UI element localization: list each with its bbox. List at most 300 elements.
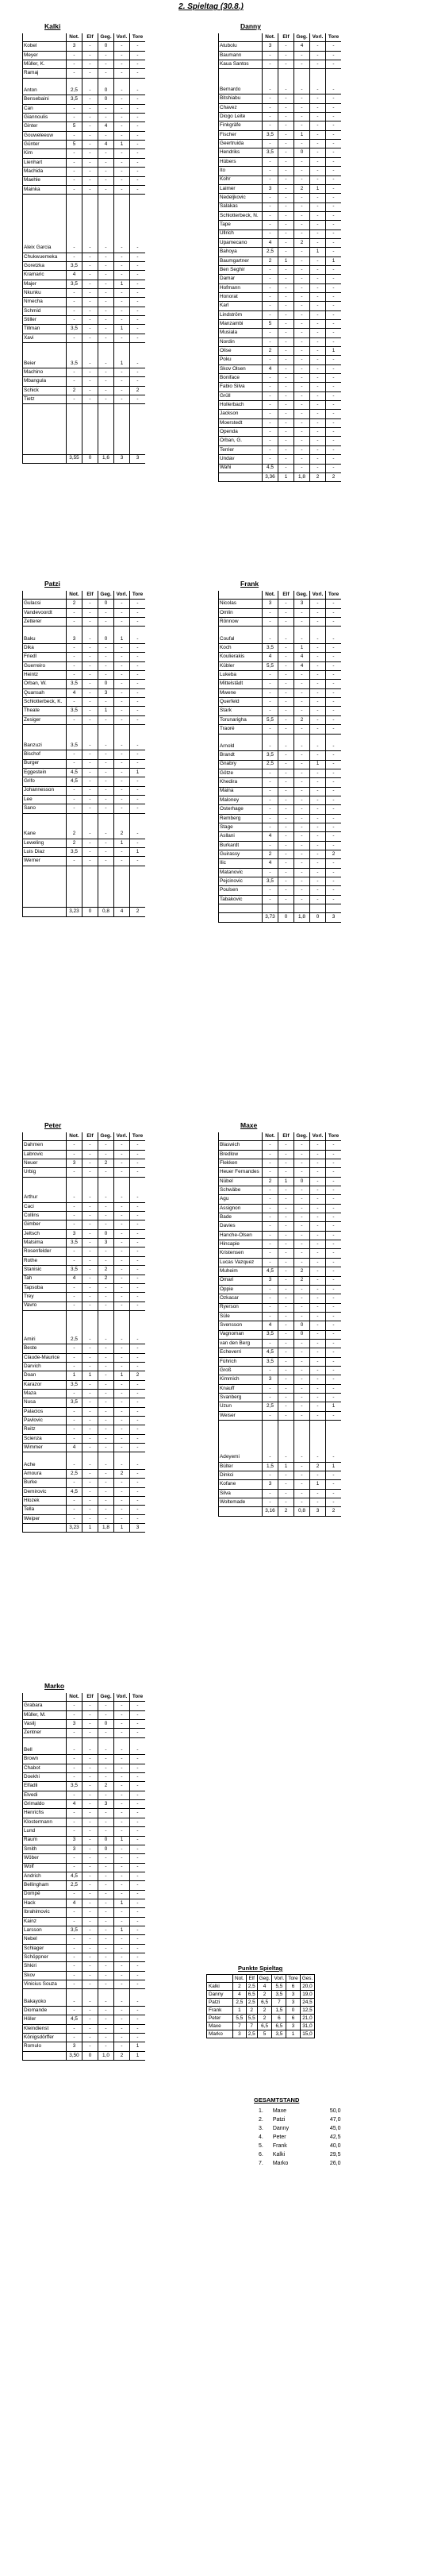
stat-cell: - <box>114 1764 130 1772</box>
stat-cell: - <box>294 1213 310 1222</box>
stat-cell: - <box>278 635 294 644</box>
stat-cell: - <box>310 832 326 841</box>
player-name: Schwäbe <box>219 1186 263 1195</box>
player-row <box>23 1353 146 1362</box>
stat-cell: - <box>294 283 310 292</box>
stat-cell: - <box>294 329 310 337</box>
stat-cell: - <box>278 1258 294 1267</box>
stat-cell: - <box>130 261 146 270</box>
stat-cell <box>98 874 114 882</box>
stat-cell <box>67 725 82 734</box>
stat-cell: - <box>278 805 294 814</box>
player-name: Demirovic <box>23 1487 67 1496</box>
stat-cell: 4 <box>263 364 278 373</box>
player-row <box>219 1258 342 1267</box>
player-row <box>219 1267 342 1276</box>
stat-cell: - <box>294 248 310 256</box>
stat-cell: - <box>114 1434 130 1443</box>
stat-cell: - <box>263 175 278 184</box>
points-cell: 2,5 <box>233 1999 247 2007</box>
stat-cell: - <box>310 1195 326 1204</box>
stat-cell: - <box>82 1827 98 1836</box>
player-name: Wolf <box>23 1863 67 1872</box>
stat-cell: - <box>114 1935 130 1944</box>
player-name <box>23 813 67 822</box>
stat-cell: - <box>278 1321 294 1330</box>
total-label <box>219 1507 263 1516</box>
stat-cell: - <box>82 1229 98 1238</box>
stat-cell <box>294 69 310 78</box>
player-name <box>23 1989 67 1998</box>
player-name: Hlozek <box>23 1497 67 1506</box>
stat-cell: - <box>67 608 82 617</box>
stat-cell: - <box>82 830 98 839</box>
stat-cell: - <box>98 60 114 69</box>
stat-cell: - <box>294 94 310 103</box>
player-row <box>23 1141 146 1150</box>
player-row <box>219 86 342 94</box>
stat-cell: - <box>326 329 342 337</box>
stat-cell <box>98 421 114 429</box>
stat-cell <box>130 421 146 429</box>
player-row <box>23 1461 146 1470</box>
stat-cell <box>82 627 98 635</box>
total-cell: 1,6 <box>98 454 114 463</box>
stat-cell: - <box>326 715 342 724</box>
stat-cell: - <box>82 1710 98 1719</box>
total-cell: 1,8 <box>98 1524 114 1533</box>
stat-cell: - <box>114 1221 130 1229</box>
stat-cell: - <box>114 1389 130 1398</box>
stat-cell: - <box>263 1150 278 1159</box>
stat-cell: - <box>98 1755 114 1764</box>
stat-cell: - <box>278 661 294 670</box>
stat-cell: 1 <box>114 1899 130 1907</box>
stat-cell <box>67 445 82 454</box>
stat-cell: - <box>98 1293 114 1301</box>
stat-cell: - <box>263 445 278 454</box>
stat-cell: - <box>98 1818 114 1826</box>
player-name <box>23 351 67 359</box>
stat-cell: - <box>114 271 130 280</box>
stat-cell: 5 <box>67 122 82 131</box>
stat-cell: 1 <box>98 707 114 715</box>
player-name: Lukeba <box>219 671 263 680</box>
team-table <box>218 591 341 923</box>
stat-cell: - <box>114 114 130 122</box>
player-row <box>219 671 342 680</box>
stat-cell: - <box>130 1854 146 1863</box>
stat-cell: - <box>82 1899 98 1907</box>
stat-cell <box>114 1310 130 1319</box>
stat-cell: - <box>130 307 146 315</box>
stat-cell: - <box>294 347 310 356</box>
player-name: Ben Seghir <box>219 265 263 274</box>
stat-cell: - <box>114 185 130 194</box>
player-row <box>23 176 146 185</box>
player-row <box>219 1177 342 1186</box>
stat-cell: 3,5 <box>67 360 82 368</box>
stat-cell: - <box>326 707 342 715</box>
player-row <box>219 310 342 319</box>
stat-cell: - <box>310 1312 326 1321</box>
stat-cell: - <box>98 742 114 750</box>
stat-cell <box>278 734 294 742</box>
stat-cell: - <box>278 130 294 139</box>
stat-cell <box>82 438 98 445</box>
stat-cell: - <box>326 778 342 787</box>
stat-cell: - <box>98 1353 114 1362</box>
player-name: Machida <box>23 168 67 176</box>
player-row <box>23 1202 146 1211</box>
column-header: Elf <box>278 33 294 42</box>
stat-cell: - <box>130 1944 146 1953</box>
player-name: Dinkci <box>219 1471 263 1480</box>
stat-cell: - <box>130 360 146 368</box>
stat-cell: - <box>294 1348 310 1357</box>
stat-cell: - <box>67 1353 82 1362</box>
player-name: Diogo Leite <box>219 113 263 121</box>
stat-cell <box>263 904 278 913</box>
stat-cell: - <box>326 51 342 60</box>
stat-cell: - <box>67 1479 82 1487</box>
total-label <box>23 908 67 916</box>
stat-cell: - <box>278 337 294 346</box>
stat-cell: - <box>278 148 294 157</box>
stat-cell: - <box>67 1497 82 1506</box>
player-name <box>23 236 67 244</box>
stat-cell <box>130 891 146 899</box>
player-name: Rosenfelder <box>23 1248 67 1256</box>
stat-cell: - <box>310 437 326 445</box>
stat-cell: - <box>130 1159 146 1168</box>
stat-cell: - <box>310 600 326 608</box>
stat-cell: - <box>294 778 310 787</box>
stat-cell: - <box>310 1285 326 1294</box>
stat-cell <box>114 421 130 429</box>
player-name: Omari <box>219 1276 263 1285</box>
player-name <box>23 1177 67 1186</box>
stat-cell <box>82 429 98 437</box>
stat-cell: - <box>82 104 98 113</box>
stat-cell: - <box>326 221 342 229</box>
stat-cell: - <box>82 1461 98 1470</box>
total-cell: 3,73 <box>263 913 278 922</box>
stat-cell <box>263 1437 278 1445</box>
stat-cell: - <box>294 383 310 391</box>
stat-cell: - <box>67 298 82 307</box>
stat-cell: - <box>326 796 342 804</box>
stat-cell: - <box>67 1301 82 1310</box>
stat-cell: 3,5 <box>263 751 278 760</box>
stat-cell: - <box>130 244 146 253</box>
stat-cell: - <box>98 698 114 707</box>
stat-cell: - <box>294 445 310 454</box>
stat-cell: - <box>82 1818 98 1826</box>
stat-cell <box>82 211 98 219</box>
stat-cell: - <box>326 1348 342 1357</box>
points-cell: 2 <box>257 2007 272 2015</box>
stat-cell: - <box>82 661 98 670</box>
stat-cell: - <box>310 1150 326 1159</box>
stat-cell: - <box>67 1755 82 1764</box>
spacer-row <box>23 725 146 734</box>
stat-cell: - <box>310 1366 326 1375</box>
spacer-row <box>23 219 146 227</box>
column-header: Elf <box>278 1132 294 1141</box>
player-name: Maehle <box>23 176 67 185</box>
stat-cell: - <box>310 51 326 60</box>
stat-cell: - <box>326 60 342 69</box>
player-name <box>23 1452 67 1461</box>
stat-cell: - <box>114 1791 130 1799</box>
stat-cell <box>67 413 82 421</box>
stat-cell: - <box>114 158 130 167</box>
player-row <box>219 608 342 617</box>
stat-cell: - <box>130 1380 146 1389</box>
player-name: Doekhi <box>23 1773 67 1782</box>
stat-cell: - <box>294 103 310 112</box>
player-name <box>23 734 67 742</box>
player-name: Baumann <box>219 51 263 60</box>
player-row <box>219 1312 342 1321</box>
stat-cell: - <box>263 1141 278 1150</box>
stat-cell: 3,5 <box>67 325 82 334</box>
stat-cell: 1 <box>114 141 130 149</box>
stat-cell <box>114 203 130 211</box>
player-name: Vagnoman <box>219 1330 263 1339</box>
player-name <box>23 866 67 874</box>
stat-cell: - <box>278 310 294 319</box>
player-name <box>23 211 67 219</box>
column-header: Tore <box>130 1132 146 1141</box>
stat-cell <box>114 404 130 413</box>
player-name: Skov Olsen <box>219 364 263 373</box>
stat-cell: - <box>82 1800 98 1809</box>
stat-cell: - <box>114 1248 130 1256</box>
stat-cell: - <box>326 1480 342 1489</box>
standings-row <box>254 2142 345 2150</box>
stat-cell: - <box>326 1321 342 1330</box>
player-row <box>219 1357 342 1366</box>
player-row <box>23 1389 146 1398</box>
player-row <box>219 661 342 670</box>
stat-cell: - <box>294 671 310 680</box>
total-cell: 3,55 <box>67 454 82 463</box>
stat-cell <box>67 228 82 236</box>
player-row <box>23 644 146 653</box>
player-name: Collins <box>23 1212 67 1221</box>
stat-cell: 3,5 <box>67 680 82 688</box>
total-cell: 3 <box>114 454 130 463</box>
stat-cell: - <box>294 1411 310 1420</box>
column-header: Tore <box>326 33 342 42</box>
stat-cell: - <box>82 759 98 768</box>
player-row <box>23 1836 146 1845</box>
player-name: Johannesson <box>23 786 67 795</box>
stat-cell: - <box>326 841 342 850</box>
player-name: Werner <box>23 857 67 866</box>
stat-cell <box>82 343 98 352</box>
player-name: Damar <box>219 275 263 283</box>
player-name <box>23 404 67 413</box>
player-name: Arthur <box>23 1194 67 1202</box>
stat-cell <box>278 627 294 635</box>
player-row <box>23 1444 146 1452</box>
stat-cell: 2,5 <box>67 1881 82 1890</box>
stat-cell: - <box>67 644 82 653</box>
standings-rank: 2. <box>259 2116 263 2123</box>
player-name: Kofane <box>219 1480 263 1489</box>
stat-cell: - <box>326 886 342 895</box>
player-row <box>219 1276 342 1285</box>
player-row <box>23 618 146 627</box>
stat-cell: - <box>130 1248 146 1256</box>
stat-cell: - <box>67 1283 82 1292</box>
stat-cell <box>114 1328 130 1336</box>
stat-cell: - <box>310 787 326 796</box>
stat-cell: - <box>278 221 294 229</box>
stat-cell: - <box>130 1755 146 1764</box>
stat-cell <box>278 1421 294 1429</box>
column-header: Geg. <box>98 1132 114 1141</box>
stat-cell: - <box>130 60 146 69</box>
stat-cell: - <box>278 265 294 274</box>
stat-cell: - <box>326 437 342 445</box>
stat-cell: 2 <box>263 347 278 356</box>
stat-cell <box>326 734 342 742</box>
stat-cell: - <box>326 1285 342 1294</box>
points-team-name: Maxe <box>207 2023 233 2030</box>
stat-cell: - <box>82 377 98 386</box>
stat-cell: - <box>294 1303 310 1312</box>
column-header: Vorl. <box>310 1132 326 1141</box>
stat-cell: - <box>82 149 98 158</box>
player-row <box>23 777 146 786</box>
stat-cell: - <box>278 1159 294 1168</box>
stat-cell: - <box>294 1258 310 1267</box>
player-name: Diomande <box>23 2007 67 2015</box>
player-name: Kristensen <box>219 1249 263 1258</box>
stat-cell: - <box>114 618 130 627</box>
player-row <box>23 742 146 750</box>
stat-cell: - <box>278 814 294 823</box>
player-row <box>23 1755 146 1764</box>
player-row <box>219 841 342 850</box>
stat-cell: - <box>278 1312 294 1321</box>
stat-cell: - <box>263 1366 278 1375</box>
stat-cell: - <box>294 760 310 769</box>
stat-cell: - <box>114 176 130 185</box>
player-row <box>219 347 342 356</box>
stat-cell: - <box>278 751 294 760</box>
player-name: Echeverri <box>219 1348 263 1357</box>
player-name <box>219 1437 263 1445</box>
stat-cell: - <box>98 644 114 653</box>
stat-cell <box>67 203 82 211</box>
player-row <box>219 383 342 391</box>
stat-cell: - <box>130 131 146 140</box>
player-name: Remberg <box>219 814 263 823</box>
stat-cell: - <box>326 202 342 211</box>
player-name: Vasilj <box>23 1720 67 1729</box>
stat-cell: - <box>82 1720 98 1729</box>
stat-cell: - <box>263 868 278 877</box>
stat-cell: - <box>114 1283 130 1292</box>
stat-cell <box>67 195 82 203</box>
player-row <box>219 175 342 184</box>
stat-cell: - <box>67 185 82 194</box>
stat-cell: - <box>294 751 310 760</box>
stat-cell: - <box>82 1836 98 1845</box>
points-cell: 4 <box>233 1991 247 1999</box>
stat-cell: - <box>67 1417 82 1425</box>
stat-cell <box>130 1452 146 1461</box>
player-name: Kübler <box>219 661 263 670</box>
stat-cell: - <box>130 168 146 176</box>
player-row <box>219 814 342 823</box>
total-cell: 3 <box>130 1524 146 1533</box>
stat-cell <box>98 211 114 219</box>
stat-cell: - <box>114 1702 130 1710</box>
player-name: Xavi <box>23 334 67 342</box>
stat-cell: - <box>98 1890 114 1899</box>
stat-cell <box>98 1186 114 1194</box>
stat-cell: - <box>82 1194 98 1202</box>
stat-cell: - <box>98 1202 114 1211</box>
standings-rank: 1. <box>259 2107 263 2114</box>
stat-cell: - <box>82 42 98 51</box>
stat-cell: - <box>130 176 146 185</box>
player-name: Zetterer <box>23 618 67 627</box>
player-row <box>23 51 146 60</box>
stat-cell <box>98 725 114 734</box>
stat-cell: - <box>263 1294 278 1303</box>
player-row <box>23 60 146 69</box>
stat-cell: - <box>82 1487 98 1496</box>
stat-cell: - <box>67 1141 82 1150</box>
stat-cell: - <box>130 1809 146 1818</box>
stat-cell: - <box>98 253 114 261</box>
stat-cell: - <box>130 253 146 261</box>
player-name <box>219 627 263 635</box>
player-row <box>23 1890 146 1899</box>
player-row <box>23 1764 146 1772</box>
player-name: Torunarigha <box>219 715 263 724</box>
stat-cell: - <box>98 1998 114 2007</box>
stat-cell: - <box>310 356 326 364</box>
player-name: Bischof <box>23 750 67 759</box>
stat-cell: - <box>114 750 130 759</box>
stat-cell: - <box>114 1863 130 1872</box>
stat-cell: - <box>114 2024 130 2033</box>
stat-cell: - <box>82 1773 98 1782</box>
total-cell: 2 <box>278 1507 294 1516</box>
stat-cell: - <box>294 364 310 373</box>
player-row <box>219 1462 342 1471</box>
stat-cell: - <box>114 644 130 653</box>
stat-cell: 4 <box>263 238 278 247</box>
stat-cell: - <box>278 184 294 193</box>
stat-cell: - <box>114 1854 130 1863</box>
stat-cell: - <box>130 1917 146 1926</box>
stat-cell: - <box>82 2034 98 2042</box>
player-name: Schlager <box>23 1944 67 1953</box>
total-label <box>219 472 263 481</box>
stat-cell: - <box>310 1231 326 1240</box>
total-cell: 4 <box>114 908 130 916</box>
standings-points: 45,0 <box>329 2125 341 2131</box>
